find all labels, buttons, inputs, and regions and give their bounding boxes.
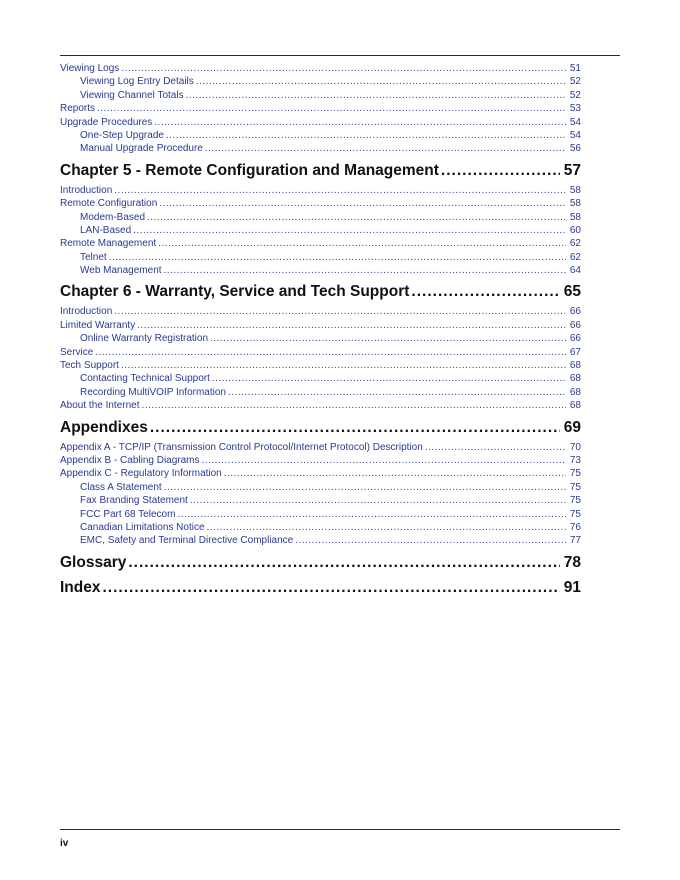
toc-entry-page: 58 bbox=[569, 211, 581, 223]
dot-leader bbox=[121, 62, 566, 75]
toc-entry-page: 66 bbox=[569, 306, 581, 318]
toc-entry[interactable] bbox=[60, 386, 581, 399]
toc-entry[interactable] bbox=[60, 75, 581, 88]
toc-entry-page: 75 bbox=[569, 508, 581, 520]
dot-leader bbox=[102, 576, 559, 599]
dot-leader bbox=[164, 264, 566, 277]
toc-entry-page: 53 bbox=[569, 103, 581, 115]
toc-entry-title: Introduction bbox=[60, 184, 113, 196]
toc-entry-title: Remote Configuration bbox=[60, 198, 158, 210]
toc-entry-page: 69 bbox=[563, 418, 581, 436]
toc-entry-page: 76 bbox=[569, 521, 581, 533]
toc-entry[interactable] bbox=[60, 142, 581, 155]
toc-entry-page: 54 bbox=[569, 129, 581, 141]
toc-entry[interactable] bbox=[60, 237, 581, 250]
dot-leader bbox=[150, 415, 560, 441]
toc-entry-title: Class A Statement bbox=[80, 481, 162, 493]
toc-entry-page: 77 bbox=[569, 535, 581, 547]
top-rule bbox=[60, 55, 620, 56]
toc-entry-page: 62 bbox=[569, 251, 581, 263]
toc-entry[interactable] bbox=[60, 346, 581, 359]
toc-entry-title: Limited Warranty bbox=[60, 319, 136, 331]
toc-entry[interactable] bbox=[60, 441, 581, 454]
toc-entry[interactable] bbox=[60, 494, 581, 507]
dot-leader bbox=[114, 305, 566, 318]
toc-entry-page: 52 bbox=[569, 76, 581, 88]
toc-entry[interactable] bbox=[60, 102, 581, 115]
dot-leader bbox=[190, 494, 566, 507]
toc-entry-title: FCC Part 68 Telecom bbox=[80, 508, 176, 520]
page-number: iv bbox=[60, 838, 69, 849]
dot-leader bbox=[109, 251, 566, 264]
toc-entry-title: Chapter 5 - Remote Configuration and Management bbox=[60, 161, 439, 179]
toc-entry[interactable] bbox=[60, 62, 581, 75]
toc-entry-title: Appendixes bbox=[60, 418, 148, 436]
toc-entry-title: Telnet bbox=[80, 251, 107, 263]
dot-leader bbox=[411, 279, 559, 305]
toc-entry-title: Introduction bbox=[60, 306, 113, 318]
dot-leader bbox=[186, 89, 566, 102]
toc-entry-title: Recording MultiVOIP Information bbox=[80, 386, 226, 398]
toc-entry[interactable] bbox=[60, 508, 581, 521]
dot-leader bbox=[207, 521, 566, 534]
toc-entry-title: Upgrade Procedures bbox=[60, 116, 153, 128]
toc-entry[interactable] bbox=[60, 184, 581, 197]
toc-entry-page: 68 bbox=[569, 373, 581, 385]
dot-leader bbox=[121, 359, 566, 372]
toc-entry-title: Online Warranty Registration bbox=[80, 333, 209, 345]
toc-entry-page: 56 bbox=[569, 143, 581, 155]
dot-leader bbox=[97, 102, 566, 115]
dot-leader bbox=[205, 142, 566, 155]
toc-entry-title: Web Management bbox=[80, 265, 162, 277]
dot-leader bbox=[159, 197, 566, 210]
toc-chapter-entry[interactable] bbox=[60, 415, 581, 441]
toc-entry-page: 75 bbox=[569, 495, 581, 507]
toc-chapter-entry[interactable] bbox=[60, 550, 581, 576]
dot-leader bbox=[154, 116, 566, 129]
toc-entry-title: Fax Branding Statement bbox=[80, 495, 188, 507]
toc-entry-page: 62 bbox=[569, 238, 581, 250]
toc-chapter-entry[interactable] bbox=[60, 158, 581, 184]
toc-entry-page: 60 bbox=[569, 224, 581, 236]
toc-entry[interactable] bbox=[60, 251, 581, 264]
toc-entry-page: 66 bbox=[569, 333, 581, 345]
toc-entry-title: Chapter 6 - Warranty, Service and Tech Support bbox=[60, 283, 410, 301]
toc-entry-page: 73 bbox=[569, 454, 581, 466]
toc-entry-title: Remote Management bbox=[60, 238, 157, 250]
toc-chapter-entry[interactable] bbox=[60, 279, 581, 305]
toc-entry[interactable] bbox=[60, 211, 581, 224]
toc-entry-page: 68 bbox=[569, 400, 581, 412]
toc-entry[interactable] bbox=[60, 305, 581, 318]
toc-entry-title: Contacting Technical Support bbox=[80, 373, 210, 385]
toc-entry[interactable] bbox=[60, 521, 581, 534]
toc-entry-title: Index bbox=[60, 578, 101, 596]
dot-leader bbox=[95, 346, 566, 359]
toc-entry-page: 51 bbox=[569, 63, 581, 74]
toc-entry-page: 91 bbox=[563, 578, 581, 596]
dot-leader bbox=[128, 550, 559, 576]
toc-entry[interactable] bbox=[60, 359, 581, 372]
toc-entry[interactable] bbox=[60, 332, 581, 345]
dot-leader bbox=[147, 211, 566, 224]
dot-leader bbox=[210, 332, 566, 345]
toc-entry[interactable] bbox=[60, 481, 581, 494]
toc-entry-title: Viewing Channel Totals bbox=[80, 89, 184, 101]
dot-leader bbox=[224, 467, 566, 480]
toc-entry-title: About the Internet bbox=[60, 400, 140, 412]
dot-leader bbox=[441, 158, 560, 184]
toc-entry-title: Tech Support bbox=[60, 360, 119, 372]
toc-entry-page: 54 bbox=[569, 116, 581, 128]
toc-entry-page: 65 bbox=[563, 283, 581, 301]
toc-chapter-entry[interactable] bbox=[60, 576, 581, 599]
table-of-contents bbox=[60, 62, 581, 599]
toc-entry[interactable] bbox=[60, 89, 581, 102]
toc-entry-page: 78 bbox=[563, 553, 581, 571]
toc-entry-title: One-Step Upgrade bbox=[80, 129, 164, 141]
dot-leader bbox=[228, 386, 566, 399]
toc-entry-page: 75 bbox=[569, 468, 581, 480]
dot-leader bbox=[133, 224, 566, 237]
dot-leader bbox=[425, 441, 566, 454]
toc-entry-page: 68 bbox=[569, 386, 581, 398]
toc-entry-title: Service bbox=[60, 346, 94, 358]
bottom-rule bbox=[60, 829, 620, 830]
toc-entry-page: 58 bbox=[569, 184, 581, 196]
toc-entry-title: Manual Upgrade Procedure bbox=[80, 143, 203, 155]
toc-entry[interactable] bbox=[60, 116, 581, 129]
toc-entry-title: LAN-Based bbox=[80, 224, 132, 236]
toc-entry-page: 68 bbox=[569, 360, 581, 372]
toc-entry[interactable] bbox=[60, 224, 581, 237]
dot-leader bbox=[177, 508, 565, 521]
toc-entry[interactable] bbox=[60, 197, 581, 210]
toc-entry-page: 57 bbox=[563, 161, 581, 179]
toc-entry-page: 66 bbox=[569, 319, 581, 331]
dot-leader bbox=[295, 534, 566, 547]
toc-entry[interactable] bbox=[60, 467, 581, 480]
toc-entry-title: Appendix B - Cabling Diagrams bbox=[60, 454, 200, 466]
toc-entry-title: Canadian Limitations Notice bbox=[80, 521, 205, 533]
toc-entry-title: Viewing Log Entry Details bbox=[80, 76, 194, 88]
dot-leader bbox=[137, 319, 566, 332]
toc-entry-title: Glossary bbox=[60, 553, 127, 571]
dot-leader bbox=[164, 481, 566, 494]
toc-entry-title: EMC, Safety and Terminal Directive Compliance bbox=[80, 535, 294, 547]
toc-entry-page: 64 bbox=[569, 265, 581, 277]
toc-entry[interactable] bbox=[60, 399, 581, 412]
dot-leader bbox=[166, 129, 566, 142]
toc-entry-page: 70 bbox=[569, 441, 581, 453]
toc-entry-page: 58 bbox=[569, 198, 581, 210]
toc-entry[interactable] bbox=[60, 264, 581, 277]
toc-entry-page: 52 bbox=[569, 89, 581, 101]
dot-leader bbox=[142, 399, 566, 412]
toc-entry-title: Viewing Logs bbox=[60, 63, 120, 74]
dot-leader bbox=[196, 75, 566, 88]
toc-entry-page: 67 bbox=[569, 346, 581, 358]
dot-leader bbox=[158, 237, 566, 250]
dot-leader bbox=[212, 372, 566, 385]
dot-leader bbox=[114, 184, 566, 197]
toc-entry-page: 75 bbox=[569, 481, 581, 493]
toc-entry-title: Reports bbox=[60, 103, 96, 115]
toc-entry[interactable] bbox=[60, 319, 581, 332]
toc-entry[interactable] bbox=[60, 129, 581, 142]
toc-entry-title: Modem-Based bbox=[80, 211, 146, 223]
toc-entry[interactable] bbox=[60, 454, 581, 467]
dot-leader bbox=[202, 454, 566, 467]
toc-entry-title: Appendix C - Regulatory Information bbox=[60, 468, 222, 480]
toc-entry[interactable] bbox=[60, 534, 581, 547]
toc-entry-title: Appendix A - TCP/IP (Transmission Control Protocol/Internet Protocol) Description bbox=[60, 441, 423, 453]
toc-entry[interactable] bbox=[60, 372, 581, 385]
